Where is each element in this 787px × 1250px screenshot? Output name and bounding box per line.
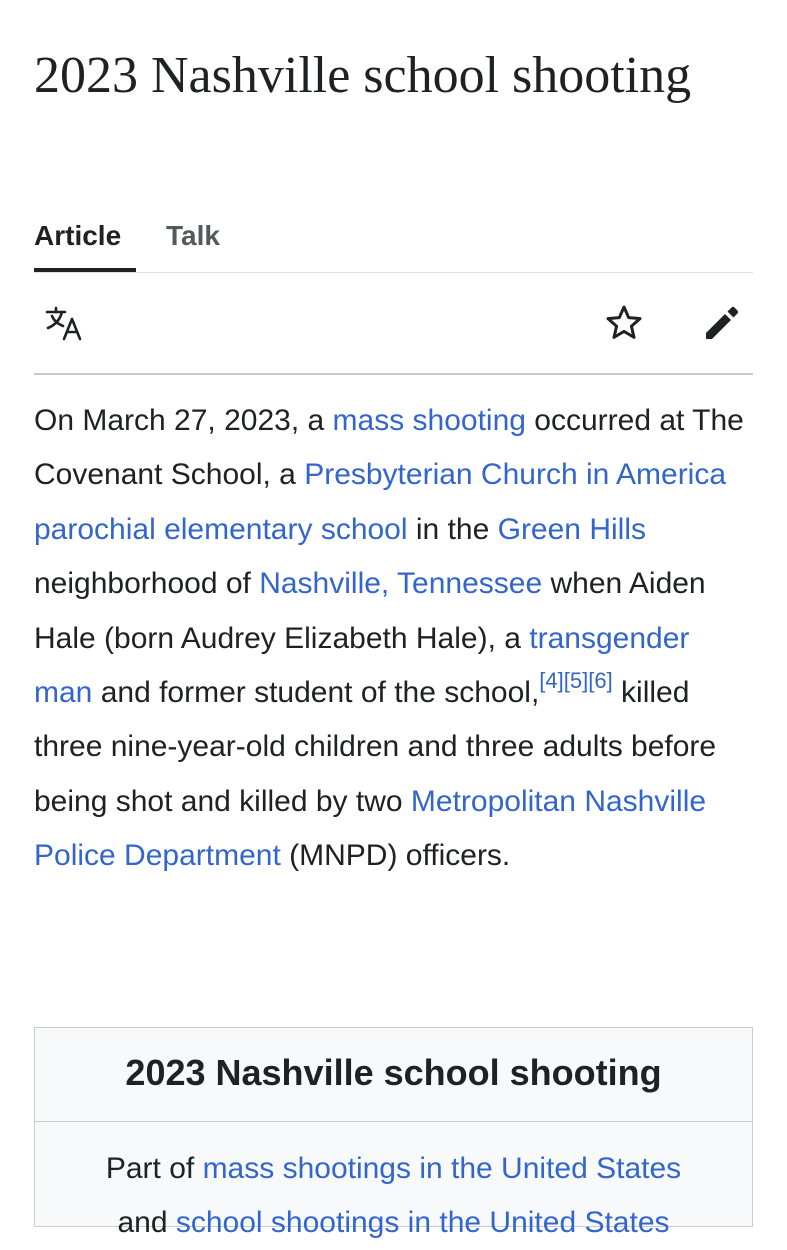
watch-star-icon[interactable] bbox=[604, 303, 644, 343]
lead-text: when Aiden Hale (born Audrey Elizabeth Hale), a bbox=[34, 567, 706, 655]
tab-talk[interactable]: Talk bbox=[166, 220, 220, 251]
language-icon-graphic bbox=[44, 303, 84, 343]
infobox bbox=[34, 1027, 753, 1239]
infobox-part2-prefix: and bbox=[117, 1206, 176, 1239]
lead-text: On March 27, 2023, a bbox=[34, 404, 333, 437]
page-title: 2023 Nashville school shooting bbox=[34, 47, 692, 104]
infobox-part-prefix: Part of bbox=[105, 1152, 203, 1185]
link-mass-shooting[interactable]: mass shooting bbox=[332, 404, 526, 437]
lead-text: occurred at The Covenant School, a bbox=[34, 404, 744, 492]
tab-article[interactable]: Article bbox=[34, 220, 136, 272]
infobox-divider bbox=[35, 1121, 752, 1122]
citation-ref-4[interactable]: [4] bbox=[539, 668, 564, 694]
lead-text: neighborhood of bbox=[34, 567, 260, 601]
link-green-hills[interactable]: Green Hills bbox=[497, 512, 646, 546]
infobox-part-of-2 bbox=[35, 1196, 752, 1250]
link-mnpd[interactable]: Metropolitan Nashville Police Department bbox=[34, 784, 707, 873]
pencil-icon-graphic bbox=[702, 303, 742, 343]
lead-paragraph bbox=[34, 394, 753, 884]
lead-text: killed three nine-year-old children and three adults before being shot and killed by two bbox=[34, 676, 717, 818]
infobox-part-of bbox=[35, 1142, 752, 1196]
citation-ref-6[interactable]: [6] bbox=[588, 668, 613, 694]
link-mass-shootings-us[interactable]: mass shootings in the United States bbox=[202, 1152, 682, 1185]
article-page bbox=[34, 0, 753, 1239]
language-icon[interactable] bbox=[44, 303, 84, 343]
edit-pencil-icon[interactable] bbox=[702, 303, 742, 343]
lead-text: in the bbox=[407, 512, 498, 546]
link-pca-parochial-school[interactable]: Presbyterian Church in America parochial elementary school bbox=[34, 458, 727, 546]
citation-refs bbox=[539, 668, 612, 693]
star-icon-graphic bbox=[604, 303, 644, 343]
citation-ref-5[interactable]: [5] bbox=[563, 668, 589, 694]
page-actions-toolbar bbox=[34, 273, 753, 375]
link-school-shootings-us[interactable]: school shootings in the United States bbox=[175, 1206, 670, 1239]
page-tabs bbox=[34, 200, 753, 273]
lead-text: (MNPD) officers. bbox=[280, 839, 511, 873]
lead-text: and former student of the school, bbox=[92, 676, 540, 710]
link-transgender-man[interactable]: transgender man bbox=[34, 621, 690, 710]
infobox-title: 2023 Nashville school shooting bbox=[125, 1052, 662, 1093]
link-nashville-tennessee[interactable]: Nashville, Tennessee bbox=[259, 567, 543, 601]
